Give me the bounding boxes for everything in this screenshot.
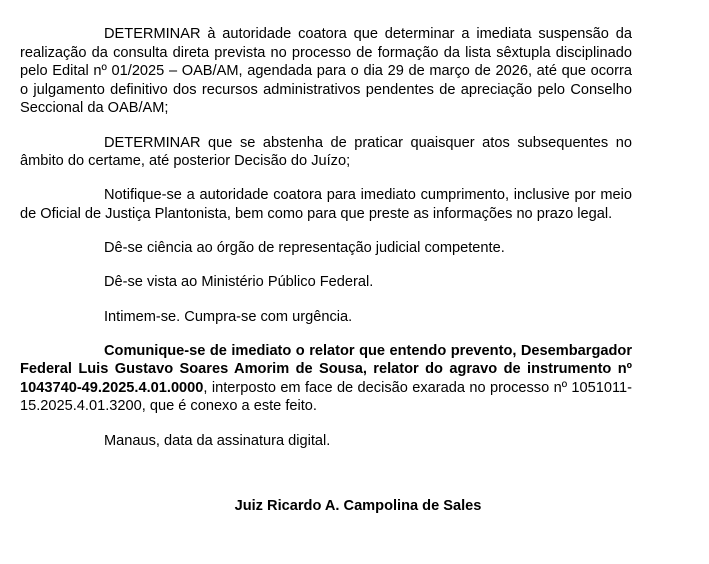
paragraph-abstain-order: DETERMINAR que se abstenha de praticar quaisquer atos subsequentes no âmbito do certame, até posterior Decisão do Juízo;: [20, 134, 632, 170]
paragraph-mpf-notice: Dê-se vista ao Ministério Público Federal.: [104, 274, 374, 291]
paragraph-place-date: Manaus, data da assinatura digital.: [104, 432, 331, 449]
paragraph-intimation: Intimem-se. Cumpra-se com urgência.: [104, 308, 353, 325]
paragraph-representation-notice: Dê-se ciência ao órgão de representação judicial competente.: [104, 240, 505, 257]
paragraph-notification: Notifique-se a autoridade coatora para imediato cumprimento, inclusive por meio de Oficial de Justiça Plantonista, bem como para que preste as informações no prazo legal.: [20, 187, 632, 222]
judge-signature: Juiz Ricardo A. Campolina de Sales: [234, 498, 482, 514]
document-body: [20, 25, 632, 466]
paragraph-rapporteur-notice: [20, 342, 632, 416]
rapporteur-notice-bold: Comunique-se de imediato o relator que entendo prevento, Desembargador Federal Luis Gustavo Soares Amorim de Sousa, relator do agravo de instrumento nº 1043740-49.2025.4.01.0000: [20, 342, 632, 396]
rapporteur-notice-rest: , interposto em face de decisão exarada no processo nº 1051011-15.2025.4.01.3200, que é conexo a este feito.: [20, 379, 632, 415]
paragraph-suspension-order: DETERMINAR à autoridade coatora que determinar a imediata suspensão da realização da consulta direta prevista no processo de formação da lista sêxtupla disciplinado pelo Edital nº 01/2025 – OAB/AM, agendada para o dia 29 de março de 2026, até que ocorra o julgamento definitivo dos recursos administrativos pendentes de apreciação pelo Conselho Seccional da OAB/AM;: [20, 26, 632, 117]
